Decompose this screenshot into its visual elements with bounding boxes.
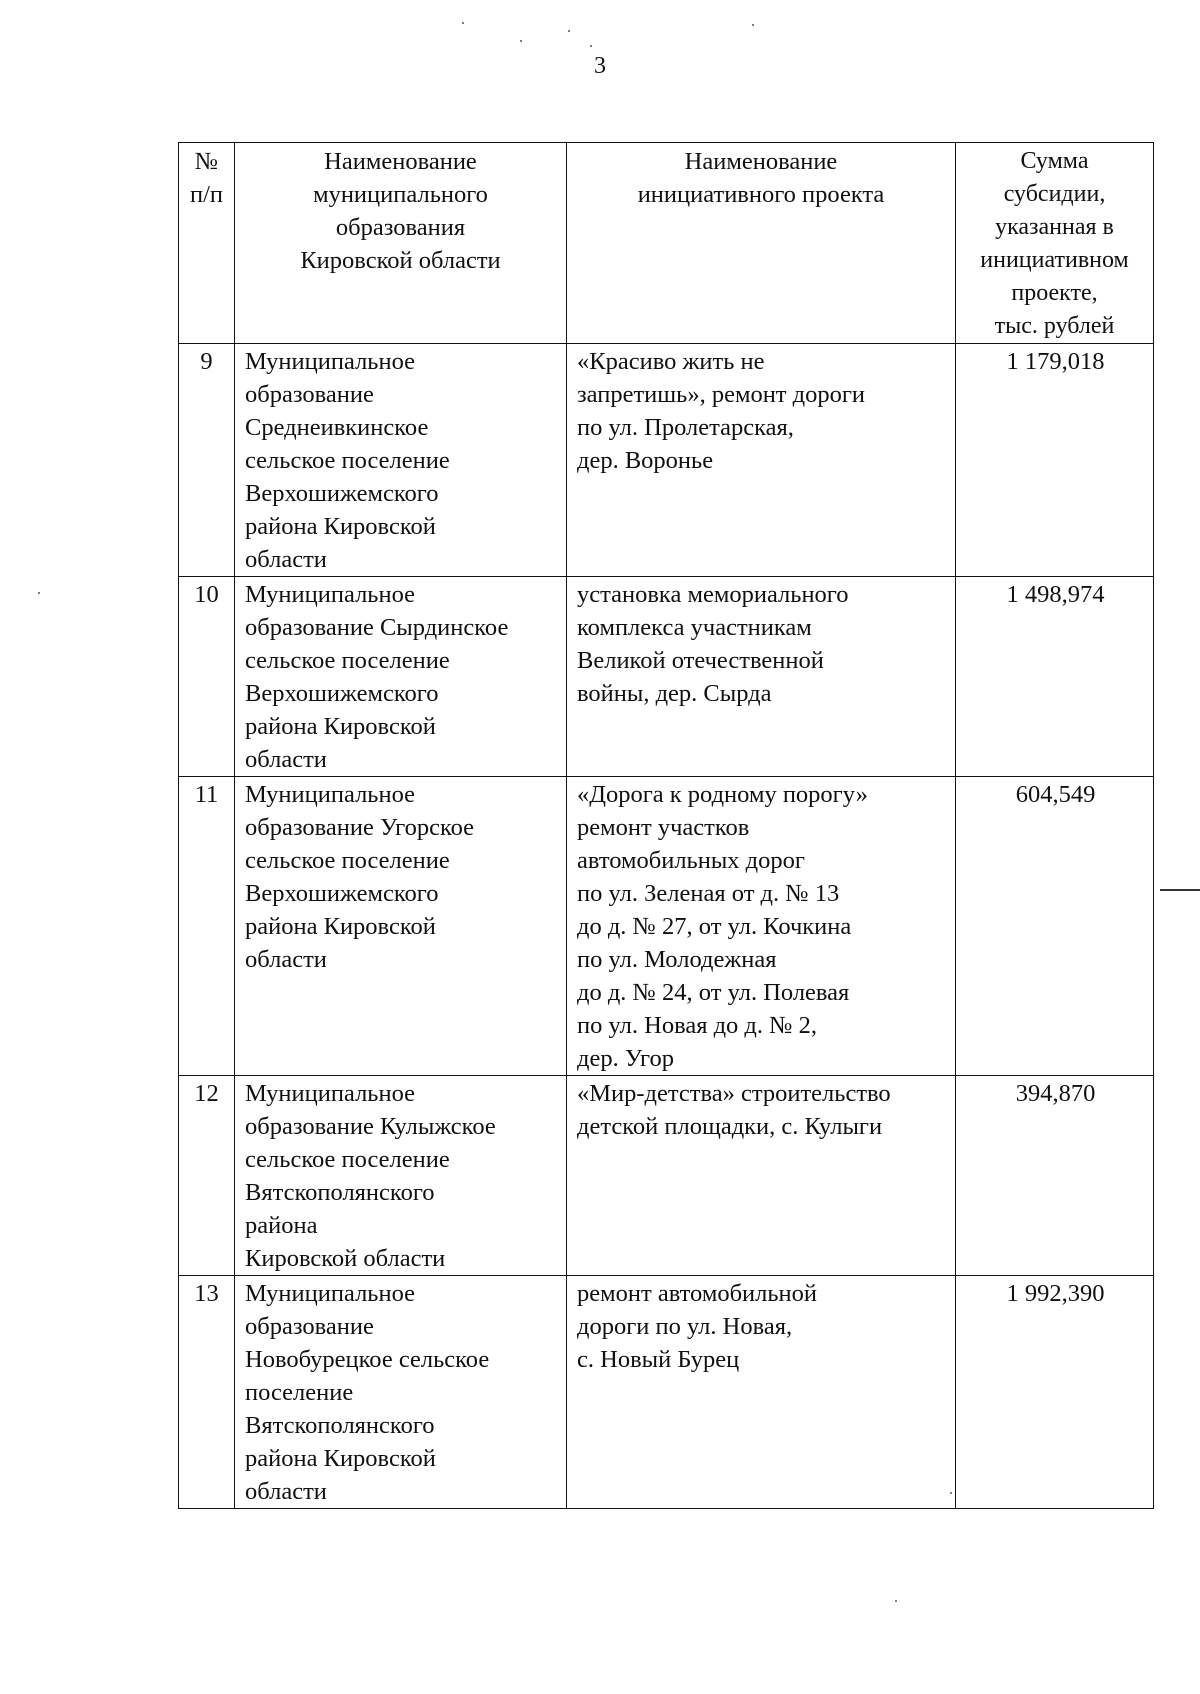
subsidy-amount: 1 992,390 — [956, 1276, 1154, 1509]
row-number: 10 — [179, 577, 235, 777]
header-municipality: Наименование муниципального образования Кировской области — [235, 143, 567, 344]
project-name: ремонт автомобильной дороги по ул. Новая, с. Новый Бурец — [567, 1276, 956, 1509]
scan-speck — [520, 40, 522, 42]
scan-speck — [462, 22, 464, 24]
subsidy-amount: 1 498,974 — [956, 577, 1154, 777]
scan-edge-mark — [1160, 889, 1200, 891]
header-num: № п/п — [179, 143, 235, 344]
municipality-name: Муниципальное образование Угорское сельское поселение Верхошижемского района Кировской области — [235, 777, 567, 1076]
project-name: «Мир-детства» строительство детской площадки, с. Кулыги — [567, 1076, 956, 1276]
table-header-row — [179, 143, 1154, 344]
project-name: «Дорога к родному порогу» ремонт участков автомобильных дорог по ул. Зеленая от д. № 13 до д. № 27, от ул. Кочкина по ул. Молодежная до д. № 24, от ул. Полевая по ул. Новая до д. № 2, дер. Угор — [567, 777, 956, 1076]
municipality-name: Муниципальное образование Сырдинское сельское поселение Верхошижемского района Кировской области — [235, 577, 567, 777]
table-row — [179, 1276, 1154, 1509]
project-name: «Красиво жить не запретишь», ремонт дороги по ул. Пролетарская, дер. Воронье — [567, 344, 956, 577]
project-name: установка мемориального комплекса участникам Великой отечественной войны, дер. Сырда — [567, 577, 956, 777]
municipality-name: Муниципальное образование Новобурецкое сельское поселение Вятскополянского района Кировской области — [235, 1276, 567, 1509]
scan-speck — [38, 592, 40, 594]
table-row — [179, 1076, 1154, 1276]
scan-speck — [568, 30, 570, 32]
page-number: 3 — [594, 53, 606, 79]
table-row — [179, 577, 1154, 777]
municipality-name: Муниципальное образование Среднеивкинское сельское поселение Верхошижемского района Кировской области — [235, 344, 567, 577]
scan-speck — [895, 1600, 897, 1602]
row-number: 12 — [179, 1076, 235, 1276]
row-number: 11 — [179, 777, 235, 1076]
scan-speck — [752, 24, 754, 26]
header-project: Наименование инициативного проекта — [567, 143, 956, 344]
subsidy-amount: 604,549 — [956, 777, 1154, 1076]
scan-speck — [950, 1492, 952, 1494]
row-number: 9 — [179, 344, 235, 577]
scan-speck — [590, 45, 592, 47]
header-sum: Сумма субсидии, указанная в инициативном проекте, тыс. рублей — [956, 143, 1154, 344]
table-row — [179, 344, 1154, 577]
table-row — [179, 777, 1154, 1076]
subsidy-table — [178, 142, 1154, 1509]
row-number: 13 — [179, 1276, 235, 1509]
municipality-name: Муниципальное образование Кулыжское сельское поселение Вятскополянского района Кировской области — [235, 1076, 567, 1276]
subsidy-amount: 1 179,018 — [956, 344, 1154, 577]
subsidy-amount: 394,870 — [956, 1076, 1154, 1276]
